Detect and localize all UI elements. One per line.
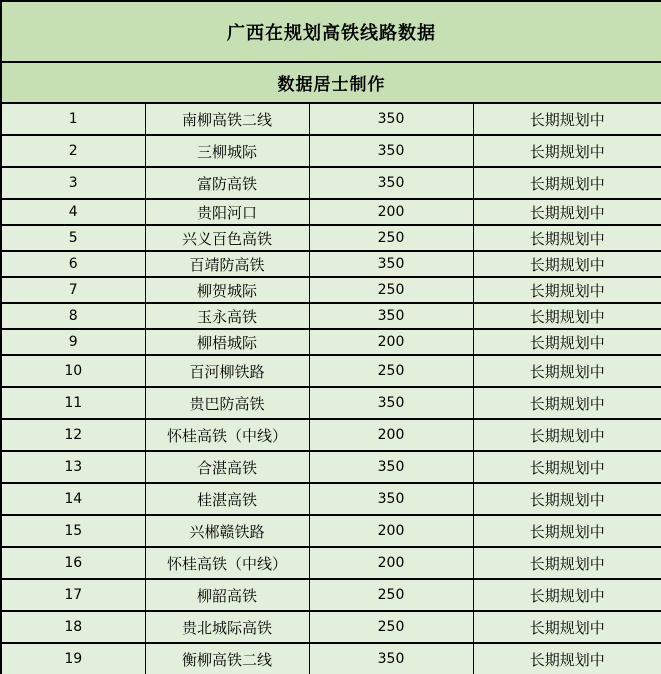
line-name-cell[interactable]: 兴义百色高铁 xyxy=(145,225,309,251)
speed-cell[interactable]: 250 xyxy=(309,611,473,643)
row-number-cell[interactable]: 16 xyxy=(1,547,145,579)
row-number-cell[interactable]: 4 xyxy=(1,199,145,225)
line-name-cell[interactable]: 贵巴防高铁 xyxy=(145,387,309,419)
table-row xyxy=(1,199,661,225)
table-row xyxy=(1,483,661,515)
table-row xyxy=(1,515,661,547)
line-name-cell[interactable]: 玉永高铁 xyxy=(145,303,309,329)
table-row xyxy=(1,451,661,483)
row-number-cell[interactable]: 14 xyxy=(1,483,145,515)
line-name-cell[interactable]: 百河柳铁路 xyxy=(145,355,309,387)
row-number-cell[interactable]: 9 xyxy=(1,329,145,355)
status-cell[interactable]: 长期规划中 xyxy=(473,329,661,355)
speed-cell[interactable]: 350 xyxy=(309,135,473,167)
speed-cell[interactable]: 350 xyxy=(309,643,473,674)
row-number-cell[interactable]: 12 xyxy=(1,419,145,451)
line-name-cell[interactable]: 怀桂高铁（中线） xyxy=(145,419,309,451)
row-number-cell[interactable]: 15 xyxy=(1,515,145,547)
row-number-cell[interactable]: 7 xyxy=(1,277,145,303)
table-subtitle[interactable]: 数据居士制作 xyxy=(1,62,661,103)
row-number-cell[interactable]: 6 xyxy=(1,251,145,277)
table-row xyxy=(1,329,661,355)
table-row xyxy=(1,277,661,303)
table-row xyxy=(1,419,661,451)
row-number-cell[interactable]: 10 xyxy=(1,355,145,387)
row-number-cell[interactable]: 11 xyxy=(1,387,145,419)
status-cell[interactable]: 长期规划中 xyxy=(473,387,661,419)
status-cell[interactable]: 长期规划中 xyxy=(473,135,661,167)
speed-cell[interactable]: 350 xyxy=(309,483,473,515)
row-number-cell[interactable]: 18 xyxy=(1,611,145,643)
table-row xyxy=(1,225,661,251)
line-name-cell[interactable]: 三柳城际 xyxy=(145,135,309,167)
title-row xyxy=(1,1,661,62)
line-name-cell[interactable]: 桂湛高铁 xyxy=(145,483,309,515)
speed-cell[interactable]: 350 xyxy=(309,303,473,329)
line-name-cell[interactable]: 南柳高铁二线 xyxy=(145,103,309,135)
speed-cell[interactable]: 350 xyxy=(309,167,473,199)
speed-cell[interactable]: 200 xyxy=(309,329,473,355)
table-row xyxy=(1,167,661,199)
table-row xyxy=(1,135,661,167)
line-name-cell[interactable]: 富防高铁 xyxy=(145,167,309,199)
line-name-cell[interactable]: 合湛高铁 xyxy=(145,451,309,483)
speed-cell[interactable]: 200 xyxy=(309,515,473,547)
status-cell[interactable]: 长期规划中 xyxy=(473,355,661,387)
row-number-cell[interactable]: 17 xyxy=(1,579,145,611)
table-row xyxy=(1,355,661,387)
table-row xyxy=(1,103,661,135)
line-name-cell[interactable]: 柳韶高铁 xyxy=(145,579,309,611)
table-row xyxy=(1,251,661,277)
table-row xyxy=(1,303,661,329)
line-name-cell[interactable]: 贵阳河口 xyxy=(145,199,309,225)
status-cell[interactable]: 长期规划中 xyxy=(473,579,661,611)
status-cell[interactable]: 长期规划中 xyxy=(473,419,661,451)
speed-cell[interactable]: 250 xyxy=(309,579,473,611)
status-cell[interactable]: 长期规划中 xyxy=(473,167,661,199)
table-row xyxy=(1,643,661,674)
line-name-cell[interactable]: 百靖防高铁 xyxy=(145,251,309,277)
table-row xyxy=(1,547,661,579)
speed-cell[interactable]: 250 xyxy=(309,225,473,251)
status-cell[interactable]: 长期规划中 xyxy=(473,611,661,643)
line-name-cell[interactable]: 贵北城际高铁 xyxy=(145,611,309,643)
line-name-cell[interactable]: 柳贺城际 xyxy=(145,277,309,303)
status-cell[interactable]: 长期规划中 xyxy=(473,515,661,547)
table-row xyxy=(1,387,661,419)
row-number-cell[interactable]: 1 xyxy=(1,103,145,135)
line-name-cell[interactable]: 柳梧城际 xyxy=(145,329,309,355)
row-number-cell[interactable]: 19 xyxy=(1,643,145,674)
status-cell[interactable]: 长期规划中 xyxy=(473,103,661,135)
subtitle-row xyxy=(1,62,661,103)
table-title[interactable]: 广西在规划高铁线路数据 xyxy=(1,1,661,62)
status-cell[interactable]: 长期规划中 xyxy=(473,643,661,674)
status-cell[interactable]: 长期规划中 xyxy=(473,199,661,225)
line-name-cell[interactable]: 怀桂高铁（中线） xyxy=(145,547,309,579)
row-number-cell[interactable]: 13 xyxy=(1,451,145,483)
speed-cell[interactable]: 350 xyxy=(309,387,473,419)
speed-cell[interactable]: 250 xyxy=(309,277,473,303)
speed-cell[interactable]: 200 xyxy=(309,419,473,451)
row-number-cell[interactable]: 2 xyxy=(1,135,145,167)
speed-cell[interactable]: 350 xyxy=(309,103,473,135)
status-cell[interactable]: 长期规划中 xyxy=(473,225,661,251)
line-name-cell[interactable]: 兴郴赣铁路 xyxy=(145,515,309,547)
status-cell[interactable]: 长期规划中 xyxy=(473,303,661,329)
row-number-cell[interactable]: 8 xyxy=(1,303,145,329)
status-cell[interactable]: 长期规划中 xyxy=(473,251,661,277)
speed-cell[interactable]: 200 xyxy=(309,199,473,225)
status-cell[interactable]: 长期规划中 xyxy=(473,451,661,483)
row-number-cell[interactable]: 5 xyxy=(1,225,145,251)
row-number-cell[interactable]: 3 xyxy=(1,167,145,199)
speed-cell[interactable]: 250 xyxy=(309,355,473,387)
speed-cell[interactable]: 200 xyxy=(309,547,473,579)
table-row xyxy=(1,579,661,611)
line-name-cell[interactable]: 衡柳高铁二线 xyxy=(145,643,309,674)
table-row xyxy=(1,611,661,643)
speed-cell[interactable]: 350 xyxy=(309,451,473,483)
table-body xyxy=(1,103,661,674)
speed-cell[interactable]: 350 xyxy=(309,251,473,277)
status-cell[interactable]: 长期规划中 xyxy=(473,547,661,579)
status-cell[interactable]: 长期规划中 xyxy=(473,483,661,515)
status-cell[interactable]: 长期规划中 xyxy=(473,277,661,303)
